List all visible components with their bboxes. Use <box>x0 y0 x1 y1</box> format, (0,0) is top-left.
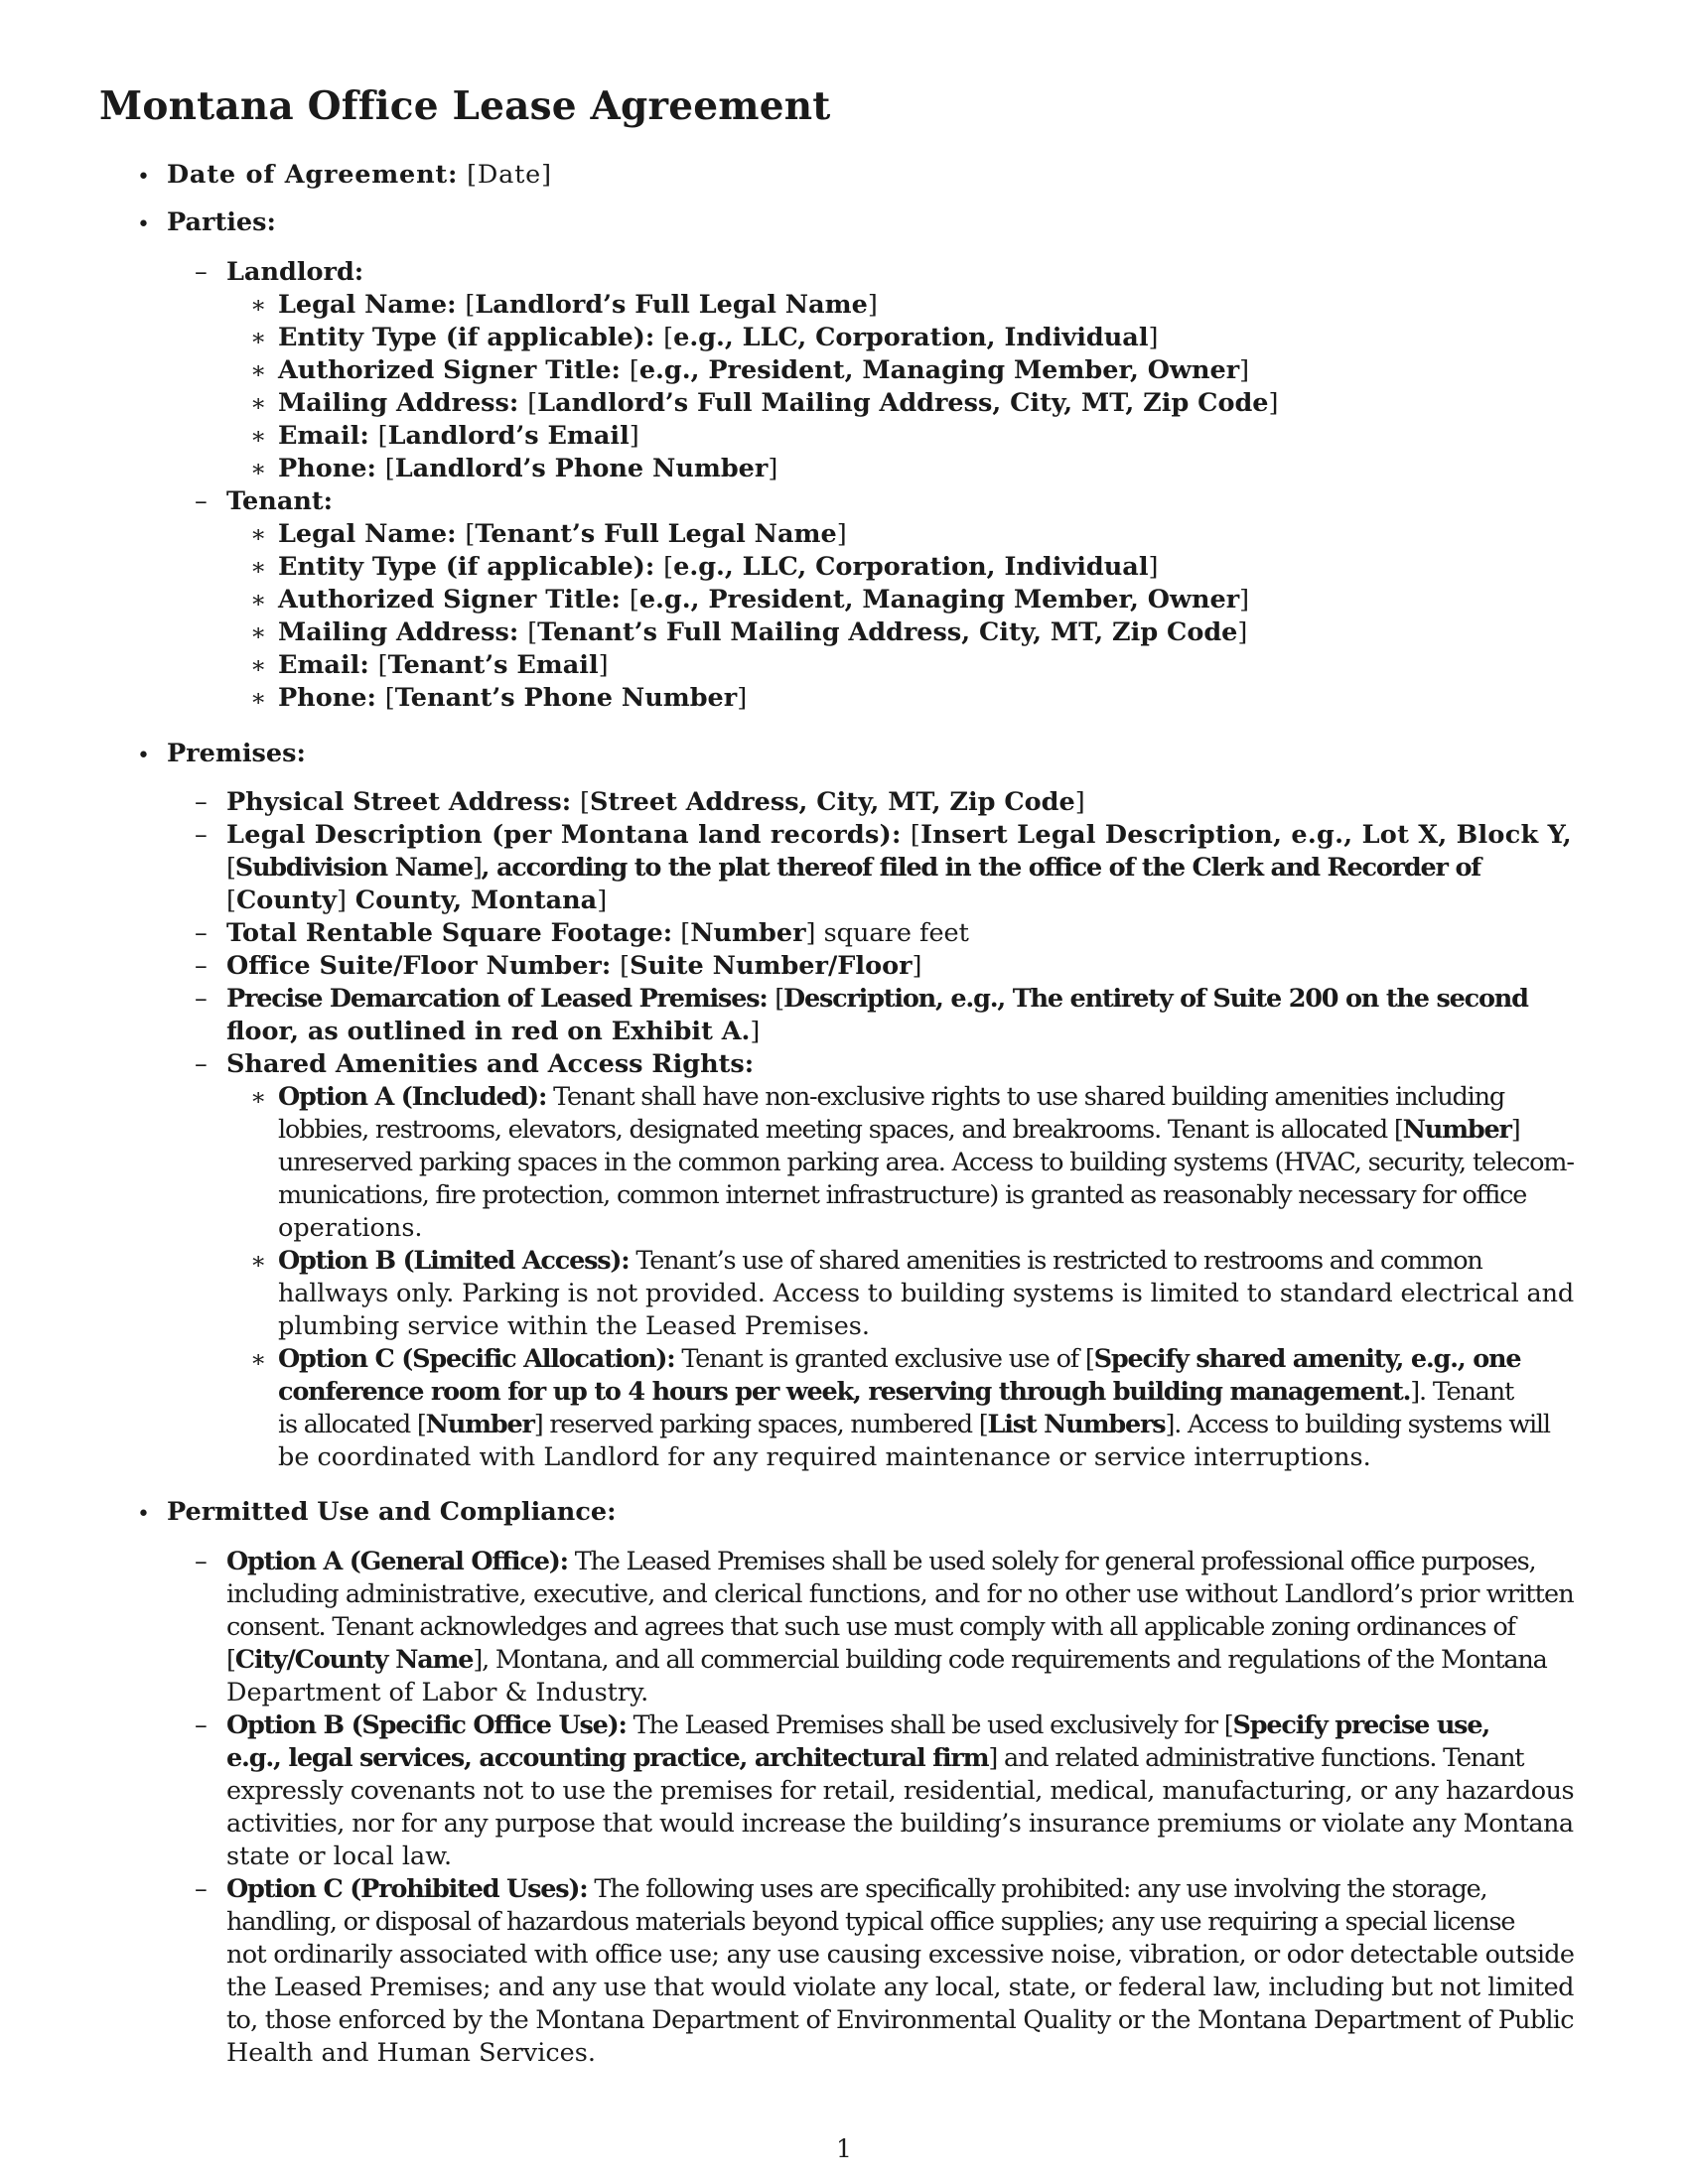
amenities-option-a-line-3: unreserved parking spaces in the common parking area. Access to building systems (HVAC, security, telecom- <box>278 1148 1574 1177</box>
asterisk-marker: ∗ <box>250 1247 267 1275</box>
asterisk-marker: ∗ <box>250 356 267 384</box>
tenant-legal-name: Legal Name: [Tenant’s Full Legal Name] <box>278 519 847 549</box>
use-option-c-line-6: Health and Human Services. <box>226 2038 596 2068</box>
asterisk-marker: ∗ <box>250 324 267 351</box>
page-number: 1 <box>836 2134 852 2163</box>
landlord-mailing-address: Mailing Address: [Landlord’s Full Mailing Address, City, MT, Zip Code] <box>278 388 1279 418</box>
amenities-option-c-line-1: Option C (Specific Allocation): Tenant is granted exclusive use of [Specify shared amenity, e.g., one <box>278 1344 1521 1374</box>
use-option-a-line-4: [City/County Name], Montana, and all commercial building code requirements and regulations of the Montana <box>226 1645 1547 1675</box>
dash-marker: – <box>195 486 208 516</box>
legal-description-line-2: [Subdivision Name], according to the plat thereof filed in the office of the Clerk and Recorder of <box>226 853 1481 883</box>
demarcation-line-2: floor, as outlined in red on Exhibit A.] <box>226 1017 761 1046</box>
legal-description-line-3: [County] County, Montana] <box>226 886 608 915</box>
asterisk-marker: ∗ <box>250 455 267 482</box>
tenant-phone: Phone: [Tenant’s Phone Number] <box>278 683 748 713</box>
amenities-option-b-line-3: plumbing service within the Leased Premises. <box>278 1311 871 1341</box>
use-option-c-line-1: Option C (Prohibited Uses): The following uses are specifically prohibited: any use involving the storage, <box>226 1874 1487 1904</box>
landlord-entity-type: Entity Type (if applicable): [e.g., LLC, Corporation, Individual] <box>278 323 1159 352</box>
use-option-a-line-1: Option A (General Office): The Leased Premises shall be used solely for general professional office purposes, <box>226 1547 1536 1576</box>
use-option-b-line-5: state or local law. <box>226 1842 453 1871</box>
tenant-email: Email: [Tenant’s Email] <box>278 650 609 680</box>
bullet: • <box>137 212 150 237</box>
use-option-c-line-5: to, those enforced by the Montana Department of Environmental Quality or the Montana Department of Public <box>226 2005 1574 2035</box>
landlord-legal-name: Legal Name: [Landlord’s Full Legal Name] <box>278 290 878 320</box>
tenant-heading: Tenant: <box>226 486 334 516</box>
parties-heading: Parties: <box>167 207 276 237</box>
amenities-option-a-line-2: lobbies, restrooms, elevators, designated meeting spaces, and breakrooms. Tenant is allocated [Number] <box>278 1115 1520 1145</box>
use-option-a-line-5: Department of Labor & Industry. <box>226 1678 649 1707</box>
use-option-c-line-3: not ordinarily associated with office use; any use causing excessive noise, vibration, or odor detectable outside <box>226 1940 1575 1970</box>
dash-marker: – <box>195 1874 208 1904</box>
landlord-signer-title: Authorized Signer Title: [e.g., President, Managing Member, Owner] <box>278 355 1250 385</box>
dash-marker: – <box>195 787 208 817</box>
use-option-a-line-3: consent. Tenant acknowledges and agrees that such use must comply with all applicable zoning ordinances of <box>226 1612 1515 1642</box>
asterisk-marker: ∗ <box>250 618 267 646</box>
asterisk-marker: ∗ <box>250 651 267 679</box>
asterisk-marker: ∗ <box>250 586 267 614</box>
demarcation-line-1: Precise Demarcation of Leased Premises: [Description, e.g., The entirety of Suite 200 on the second <box>226 984 1528 1014</box>
tenant-mailing-address: Mailing Address: [Tenant’s Full Mailing Address, City, MT, Zip Code] <box>278 617 1248 647</box>
amenities-option-a-line-4: munications, fire protection, common internet infrastructure) is granted as reasonably necessary for office <box>278 1180 1527 1210</box>
use-option-b-line-3: expressly covenants not to use the premises for retail, residential, medical, manufacturing, or any hazardous <box>226 1776 1575 1806</box>
legal-description-line-1: Legal Description (per Montana land records): [Insert Legal Description, e.g., Lot X, Block Y, <box>226 820 1572 850</box>
use-option-c-line-4: the Leased Premises; and any use that would violate any local, state, or federal law, including but not limited <box>226 1973 1574 2002</box>
premises-heading: Premises: <box>167 739 306 768</box>
dash-marker: – <box>195 1547 208 1576</box>
use-option-c-line-2: handling, or disposal of hazardous materials beyond typical office supplies; any use requiring a special license <box>226 1907 1515 1937</box>
use-option-b-line-4: activities, nor for any purpose that would increase the building’s insurance premiums or violate any Montana <box>226 1809 1574 1839</box>
dash-marker: – <box>195 1710 208 1740</box>
asterisk-marker: ∗ <box>250 553 267 581</box>
asterisk-marker: ∗ <box>250 291 267 319</box>
amenities-option-b-line-1: Option B (Limited Access): Tenant’s use of shared amenities is restricted to restrooms and common <box>278 1246 1482 1276</box>
amenities-option-c-line-3: is allocated [Number] reserved parking spaces, numbered [List Numbers]. Access to building systems will <box>278 1410 1550 1439</box>
amenities-option-c-line-2: conference room for up to 4 hours per week, reserving through building management.]. Tenant <box>278 1377 1514 1407</box>
dash-marker: – <box>195 984 208 1014</box>
amenities-option-a-line-1: Option A (Included): Tenant shall have non-exclusive rights to use shared building amenities including <box>278 1082 1504 1112</box>
permitted-use-heading: Permitted Use and Compliance: <box>167 1497 617 1527</box>
dash-marker: – <box>195 951 208 981</box>
page-title: Montana Office Lease Agreement <box>99 83 831 129</box>
amenities-option-a-line-5: operations. <box>278 1213 423 1243</box>
bullet: • <box>137 744 150 768</box>
asterisk-marker: ∗ <box>250 1345 267 1373</box>
amenities-option-c-line-4: be coordinated with Landlord for any required maintenance or service interruptions. <box>278 1442 1371 1472</box>
dash-marker: – <box>195 1049 208 1079</box>
premises-street-address: Physical Street Address: [Street Address, City, MT, Zip Code] <box>226 787 1085 817</box>
office-suite-floor-number: Office Suite/Floor Number: [Suite Number/Floor] <box>226 951 922 981</box>
bullet: • <box>137 1502 150 1527</box>
amenities-option-b-line-2: hallways only. Parking is not provided. Access to building systems is limited to standard electrical and <box>278 1279 1574 1308</box>
asterisk-marker: ∗ <box>250 684 267 712</box>
tenant-signer-title: Authorized Signer Title: [e.g., President, Managing Member, Owner] <box>278 585 1250 614</box>
bullet: • <box>137 165 150 190</box>
asterisk-marker: ∗ <box>250 422 267 450</box>
use-option-a-line-2: including administrative, executive, and clerical functions, and for no other use without Landlord’s prior written <box>226 1579 1574 1609</box>
total-rentable-square-footage: Total Rentable Square Footage: [Number] square feet <box>226 918 969 948</box>
use-option-b-line-2: e.g., legal services, accounting practice, architectural firm] and related administrative functions. Tenant <box>226 1743 1524 1773</box>
asterisk-marker: ∗ <box>250 1083 267 1111</box>
asterisk-marker: ∗ <box>250 520 267 548</box>
shared-amenities-heading: Shared Amenities and Access Rights: <box>226 1049 755 1079</box>
asterisk-marker: ∗ <box>250 389 267 417</box>
dash-marker: – <box>195 257 208 287</box>
dash-marker: – <box>195 918 208 948</box>
date-of-agreement: Date of Agreement: [Date] <box>167 160 552 190</box>
landlord-email: Email: [Landlord’s Email] <box>278 421 639 451</box>
tenant-entity-type: Entity Type (if applicable): [e.g., LLC, Corporation, Individual] <box>278 552 1159 582</box>
use-option-b-line-1: Option B (Specific Office Use): The Leased Premises shall be used exclusively for [Specify precise use, <box>226 1710 1490 1740</box>
landlord-phone: Phone: [Landlord’s Phone Number] <box>278 454 778 483</box>
landlord-heading: Landlord: <box>226 257 364 287</box>
dash-marker: – <box>195 820 208 850</box>
